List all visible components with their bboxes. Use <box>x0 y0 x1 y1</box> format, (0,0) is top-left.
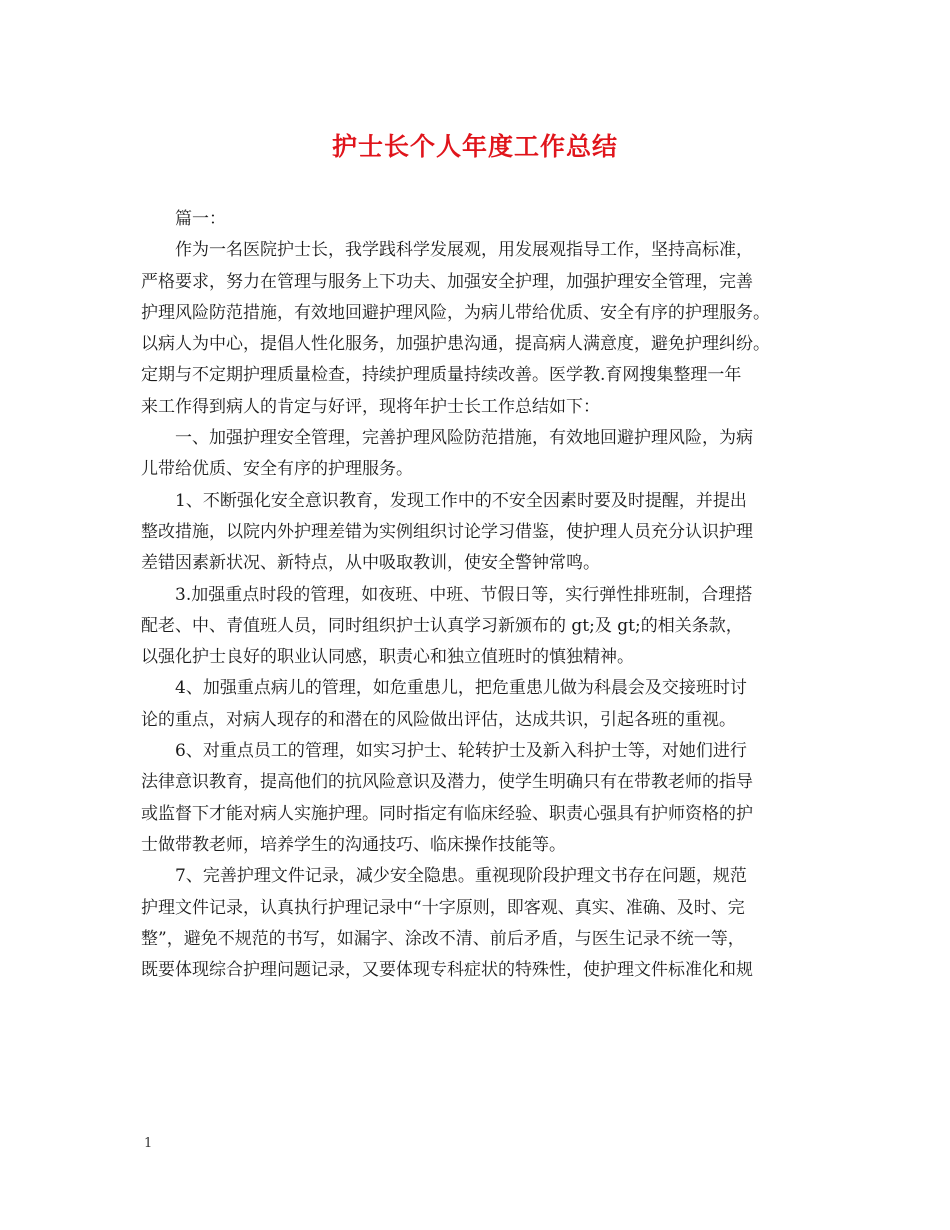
document-title: 护士长个人年度工作总结 <box>331 132 618 161</box>
paragraph-line: 1、不断强化安全意识教育，发现工作中的不安全因素时要及时提醒，并提出 <box>175 490 747 511</box>
paragraph-line: 定期与不定期护理质量检查，持续护理质量持续改善。医学教.育网搜集整理一年 <box>141 365 742 386</box>
paragraph-line: 以病人为中心，提倡人性化服务，加强护患沟通，提高病人满意度，避免护理纠纷。 <box>141 334 770 355</box>
paragraph-line: 整”，避免不规范的书写，如漏字、涂改不清、前后矛盾，与医生记录不统一等， <box>141 928 745 949</box>
paragraph-line: 配老、中、青值班人员，同时组织护士认真学习新颁布的 gt;及 gt;的相关条款， <box>141 615 743 636</box>
paragraph-line: 儿带给优质、安全有序的护理服务。 <box>141 459 413 480</box>
paragraph-line: 护理文件记录，认真执行护理记录中“十字原则，即客观、真实、准确、及时、完 <box>141 897 745 918</box>
paragraph-line: 差错因素新状况、新特点，从中吸取教训，使安全警钟常鸣。 <box>141 553 600 574</box>
paragraph-line: 6、对重点员工的管理，如实习护士、轮转护士及新入科护士等，对她们进行 <box>175 741 747 762</box>
paragraph-line: 既要体现综合护理问题记录，又要体现专科症状的特殊性，使护理文件标准化和规 <box>141 960 753 981</box>
paragraph-line: 或监督下才能对病人实施护理。同时指定有临床经验、职责心强具有护师资格的护 <box>141 803 753 824</box>
paragraph-line: 一、加强护理安全管理，完善护理风险防范措施，有效地回避护理风险，为病 <box>175 428 753 449</box>
page-number: 1 <box>144 1136 153 1151</box>
paragraph-line: 严格要求，努力在管理与服务上下功夫、加强安全护理，加强护理安全管理，完善 <box>141 271 753 292</box>
paragraph-line: 来工作得到病人的肯定与好评，现将年护士长工作总结如下： <box>141 396 600 417</box>
paragraph-line: 法律意识教育，提高他们的抗风险意识及潜力，使学生明确只有在带教老师的指导 <box>141 772 753 793</box>
paragraph-line: 护理风险防范措施，有效地回避护理风险，为病儿带给优质、安全有序的护理服务。 <box>141 302 770 323</box>
paragraph-line: 士做带教老师，培养学生的沟通技巧、临床操作技能等。 <box>141 834 566 855</box>
paragraph-line: 7、完善护理文件记录，减少安全隐患。重视现阶段护理文书存在问题，规范 <box>175 866 747 887</box>
paragraph-line: 4、加强重点病儿的管理，如危重患儿，把危重患儿做为科晨会及交接班时讨 <box>175 678 747 699</box>
document-body <box>141 204 821 986</box>
paragraph-line: 论的重点，对病人现存的和潜在的风险做出评估，达成共识，引起各班的重视。 <box>141 709 736 730</box>
paragraph-line: 作为一名医院护士长，我学践科学发展观，用发展观指导工作，坚持高标准， <box>175 240 753 261</box>
paragraph-line: 以强化护士良好的职业认同感，职责心和独立值班时的慎独精神。 <box>141 647 634 668</box>
paragraph-line: 3.加强重点时段的管理，如夜班、中班、节假日等，实行弹性排班制，合理搭 <box>175 584 753 605</box>
paragraph-line: 篇一： <box>175 209 226 229</box>
paragraph-line: 整改措施，以院内外护理差错为实例组织讨论学习借鉴，使护理人员充分认识护理 <box>141 521 753 542</box>
